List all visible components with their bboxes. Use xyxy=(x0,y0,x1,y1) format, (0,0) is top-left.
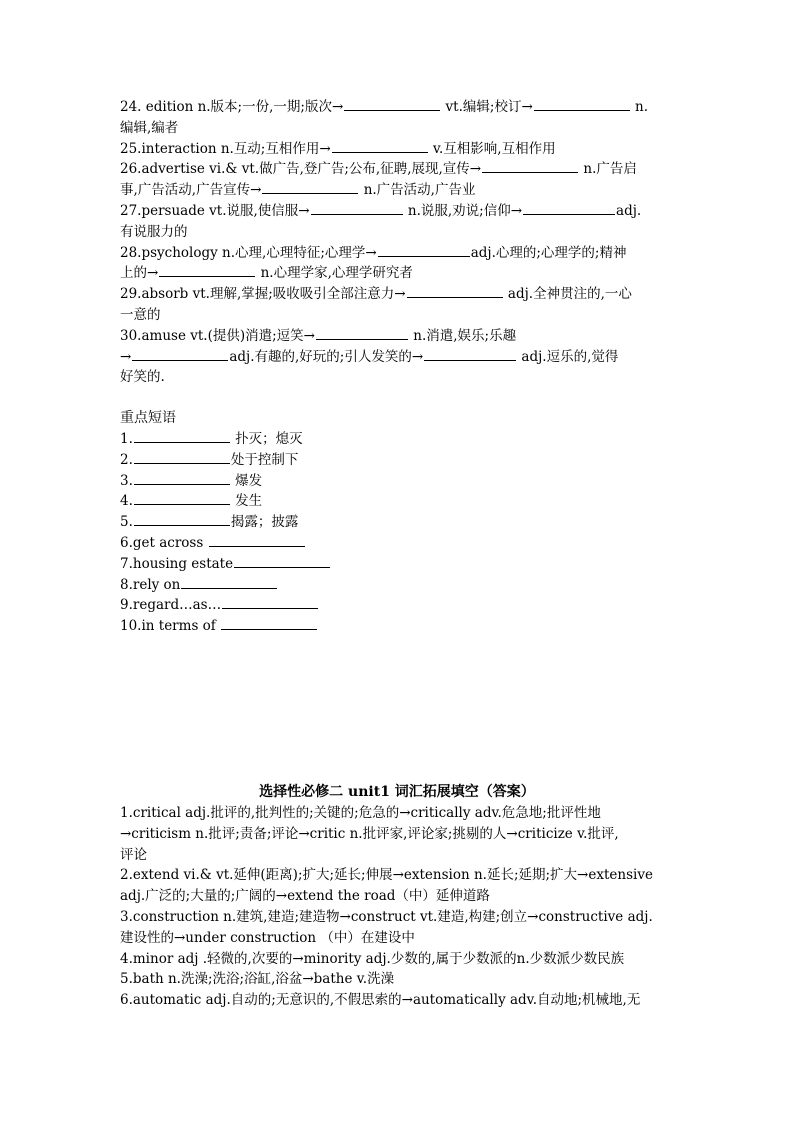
vocab-line: 27.persuade vt.说服,使信服→ n.说服,劝说;信仰→ adj. xyxy=(120,202,642,219)
answers-title: 选择性必修二 unit1 词汇拓展填空（答案） xyxy=(259,784,535,800)
answers-section xyxy=(120,803,676,1011)
phrase-item: 6.get across xyxy=(120,533,676,554)
fill-blank[interactable] xyxy=(222,595,318,609)
answer-line: 建设性的→under construction （中）在建设中 xyxy=(120,929,415,946)
fill-blank[interactable] xyxy=(132,347,228,361)
phrases-heading: 重点短语 xyxy=(120,410,176,426)
fill-blank[interactable] xyxy=(134,491,230,505)
fill-blank[interactable] xyxy=(523,201,615,215)
answer-line: 5.bath n.洗澡;洗浴;浴缸,浴盆→bathe v.洗澡 xyxy=(120,971,395,988)
vocab-line: 一意的 xyxy=(120,306,161,323)
fill-blank[interactable] xyxy=(134,471,230,485)
fill-blank[interactable] xyxy=(482,159,578,173)
phrase-item: 10.in terms of xyxy=(120,616,676,637)
answer-line: 6.automatic adj.自动的;无意识的,不假思索的→automatically adv.自动地;机械地,无 xyxy=(120,992,641,1009)
phrase-item: 3. 爆发 xyxy=(120,472,263,489)
fill-blank[interactable] xyxy=(534,97,630,111)
vocab-section-1 xyxy=(120,97,676,388)
vocab-line: → adj.有趣的,好玩的;引人发笑的→ adj.逗乐的,觉得 xyxy=(120,348,619,365)
fill-blank[interactable] xyxy=(134,450,230,464)
fill-blank[interactable] xyxy=(221,616,317,630)
phrase-item: 9.regard…as… xyxy=(120,595,676,616)
phrase-item: 8.rely on xyxy=(120,575,676,596)
fill-blank[interactable] xyxy=(424,347,516,361)
answer-line: 4.minor adj .轻微的,次要的→minority adj.少数的,属于少数派的n.少数派少数民族 xyxy=(120,950,625,967)
fill-blank[interactable] xyxy=(134,512,230,526)
fill-blank[interactable] xyxy=(311,201,403,215)
answer-line: 3.construction n.建筑,建造;建造物→construct vt.建造,构建;创立→constructive adj. xyxy=(120,908,653,925)
phrase-item: 7.housing estate xyxy=(120,554,676,575)
vocab-line: 26.advertise vi.& vt.做广告,登广告;公布,征聘,展现,宣传→ n.广告启 xyxy=(120,161,637,178)
vocab-line: 有说服力的 xyxy=(120,223,188,240)
fill-blank[interactable] xyxy=(209,533,305,547)
phrases-section xyxy=(120,407,676,637)
fill-blank[interactable] xyxy=(262,180,358,194)
answer-line: 2.extend vi.& vt.延伸(距离);扩大;延长;伸展→extension n.延长;延期;扩大→extensive xyxy=(120,867,653,884)
vocab-line: 事,广告活动,广告宣传→ n.广告活动,广告业 xyxy=(120,182,476,199)
vocab-line: 好笑的. xyxy=(120,369,165,386)
fill-blank[interactable] xyxy=(134,429,230,443)
vocab-line: 25.interaction n.互动;互相作用→ v.互相影响,互相作用 xyxy=(120,140,556,157)
fill-blank[interactable] xyxy=(344,97,440,111)
fill-blank[interactable] xyxy=(234,554,330,568)
phrase-item: 2. 处于控制下 xyxy=(120,451,299,468)
vocab-line: 编辑,编者 xyxy=(120,119,179,136)
phrase-item: 5. 揭露；披露 xyxy=(120,514,299,531)
vocab-line: 24. edition n.版本;一份,一期;版次→ vt.编辑;校订→ n. xyxy=(120,99,649,115)
fill-blank[interactable] xyxy=(332,139,428,153)
fill-blank[interactable] xyxy=(407,284,503,298)
answer-line: adj.广泛的;大量的;广阔的→extend the road（中）延伸道路 xyxy=(120,888,490,905)
vocab-line: 29.absorb vt.理解,掌握;吸收吸引全部注意力→ adj.全神贯注的,一心 xyxy=(120,286,632,303)
fill-blank[interactable] xyxy=(181,575,277,589)
vocab-line: 30.amuse vt.(提供)消遣;逗笑→ n.消遣,娱乐;乐趣 xyxy=(120,327,517,344)
fill-blank[interactable] xyxy=(378,243,470,257)
vocab-line: 上的→ n.心理学家,心理学研究者 xyxy=(120,265,413,282)
answer-line: →criticism n.批评;责备;评论→critic n.批评家,评论家;挑剔的人→criticize v.批评, xyxy=(120,825,619,842)
answer-line: 1.critical adj.批评的,批判性的;关键的;危急的→critically adv.危急地;批评性地 xyxy=(120,805,601,821)
fill-blank[interactable] xyxy=(316,326,408,340)
phrase-item: 1. 扑灭；熄灭 xyxy=(120,431,303,447)
vocab-line: 28.psychology n.心理,心理特征;心理学→ adj.心理的;心理学的;精神 xyxy=(120,244,627,261)
phrase-item: 4. 发生 xyxy=(120,493,263,510)
fill-blank[interactable] xyxy=(159,263,255,277)
answer-line: 评论 xyxy=(120,846,147,863)
